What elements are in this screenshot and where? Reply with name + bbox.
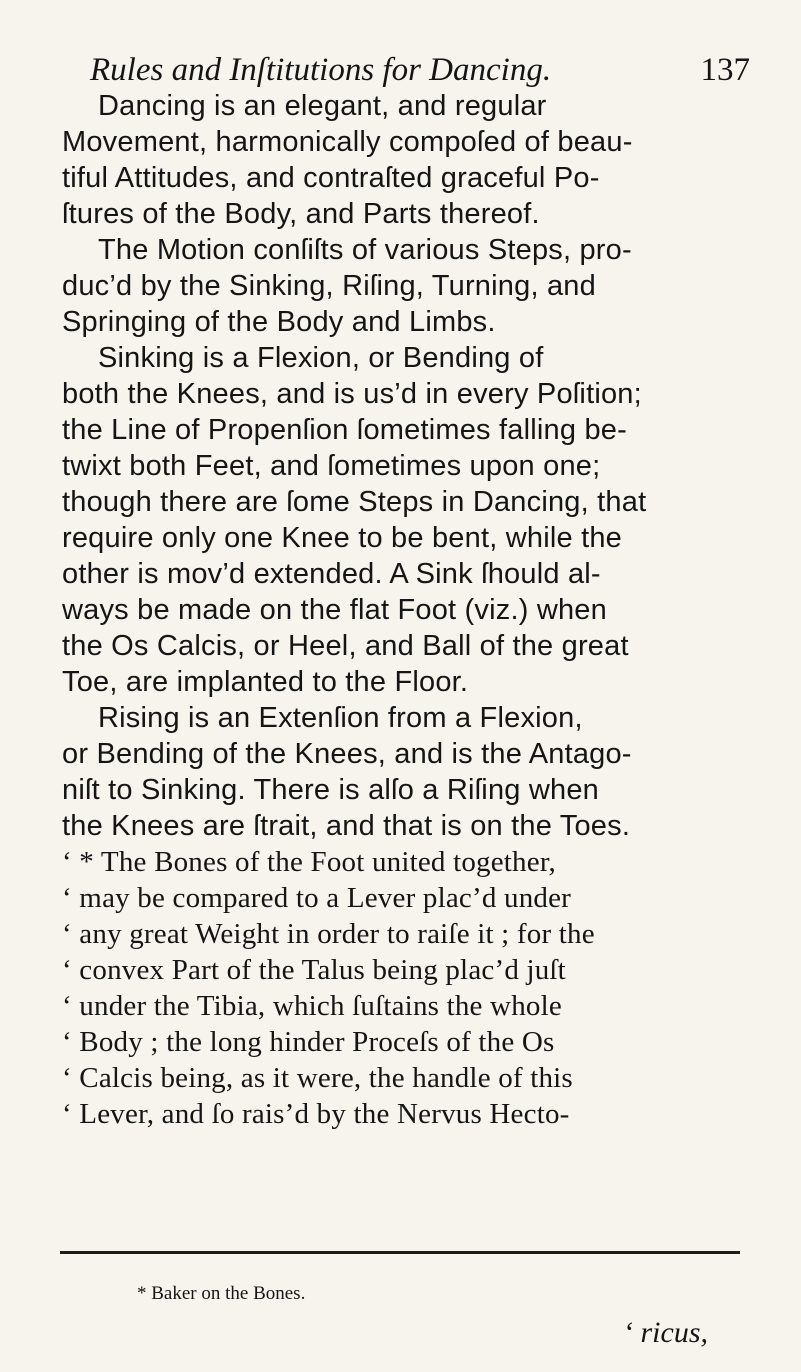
quoted-line: ‘ convex Part of the Talus being plac’d juſt (62, 954, 566, 986)
text-line: require only one Knee to be bent, while the (62, 522, 622, 554)
text-line: Movement, harmonically compoſed of beau- (62, 126, 633, 158)
footnote: * Baker on the Bones. (137, 1283, 306, 1304)
text-line: Rising is an Extenſion from a Flexion, (98, 702, 583, 734)
quoted-line: ‘ * The Bones of the Foot united together, (62, 846, 556, 878)
text-line: the Line of Propenſion ſometimes falling be- (62, 414, 627, 446)
text-line: ſtures of the Body, and Parts thereof. (62, 198, 540, 230)
quoted-line: ‘ Calcis being, as it were, the handle of this (62, 1062, 573, 1094)
text-line: ways be made on the flat Foot (viz.) when (62, 594, 607, 626)
text-line: The Motion conſiſts of various Steps, pro- (98, 234, 632, 266)
text-line: niſt to Sinking. There is alſo a Riſing when (62, 774, 599, 806)
text-line: or Bending of the Knees, and is the Antago- (62, 738, 632, 770)
text-line: both the Knees, and is us’d in every Poſition; (62, 378, 642, 410)
text-line: Springing of the Body and Limbs. (62, 306, 496, 338)
quoted-line: ‘ any great Weight in order to raiſe it ; for the (62, 918, 595, 950)
text-line: Dancing is an elegant, and regular (98, 90, 547, 122)
text-line: the Knees are ſtrait, and that is on the Toes. (62, 810, 631, 842)
text-line: the Os Calcis, or Heel, and Ball of the great (62, 630, 629, 662)
text-line: tiful Attitudes, and contraſted graceful Po- (62, 162, 600, 194)
text-line: Toe, are implanted to the Floor. (62, 666, 469, 698)
running-title: Rules and Inſtitutions for Dancing. (90, 52, 552, 88)
catchword: ‘ ricus, (623, 1316, 708, 1349)
text-line: other is mov’d extended. A Sink ſhould al- (62, 558, 601, 590)
quoted-line: ‘ Body ; the long hinder Proceſs of the Os (62, 1026, 555, 1058)
text-line: though there are ſome Steps in Dancing, that (62, 486, 647, 518)
quoted-line: ‘ under the Tibia, which ſuſtains the whole (62, 990, 562, 1022)
text-line: Sinking is a Flexion, or Bending of (98, 342, 544, 374)
text-line: twixt both Feet, and ſometimes upon one; (62, 450, 601, 482)
text-line: duc’d by the Sinking, Riſing, Turning, and (62, 270, 596, 302)
quoted-line: ‘ may be compared to a Lever plac’d under (62, 882, 572, 914)
footnote-rule (60, 1251, 740, 1254)
quoted-line: ‘ Lever, and ſo rais’d by the Nervus Hecto- (62, 1098, 570, 1130)
page-number: 137 (700, 52, 750, 88)
